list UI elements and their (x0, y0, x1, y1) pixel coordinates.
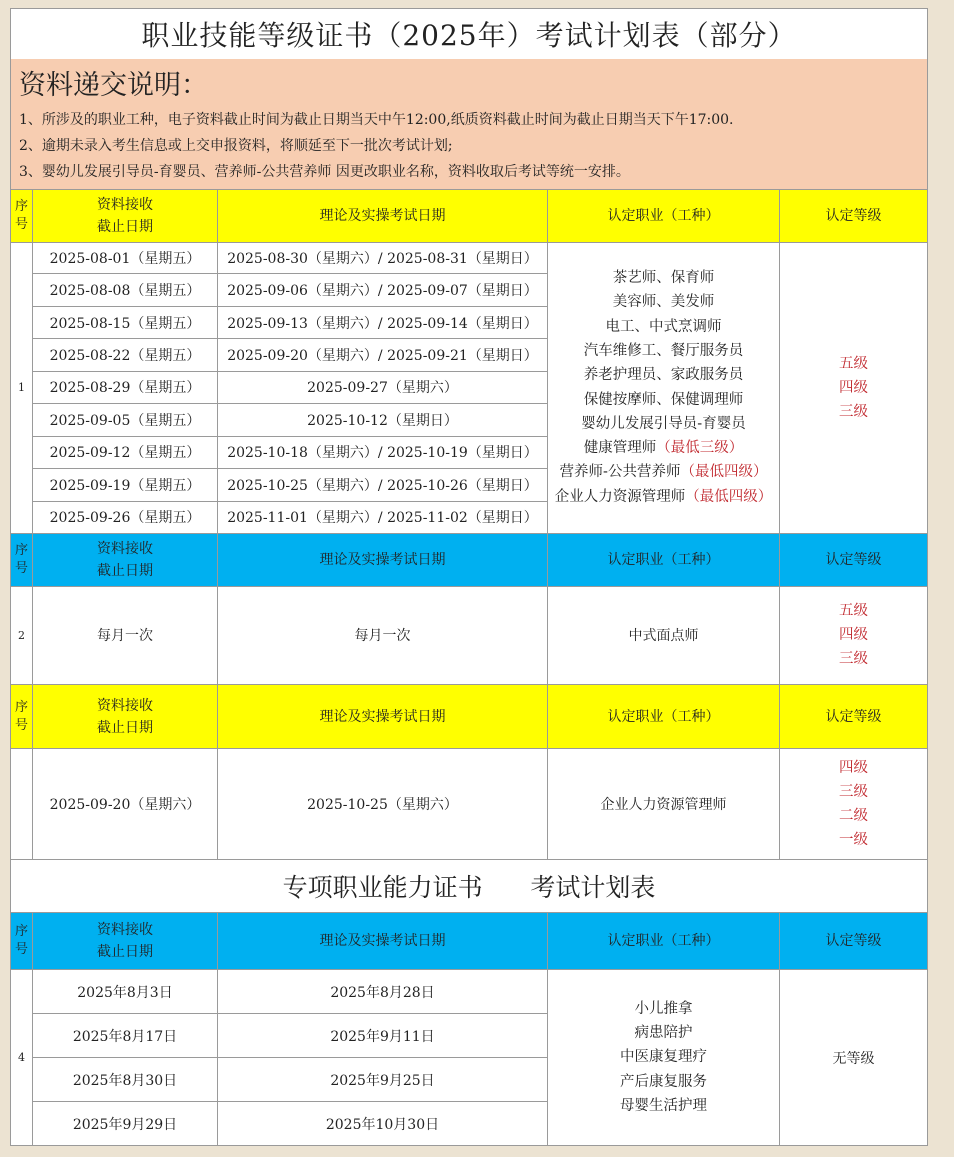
exam-schedule-sheet (10, 8, 928, 1146)
note-line: 3、婴幼儿发展引导员-育婴员、营养师-公共营养师 因更改职业名称，资料收取后考试等统一安排。 (19, 164, 630, 180)
occupation-item (613, 290, 715, 314)
exam-date: 2025-09-20（星期六）/ 2025-09-21（星期日） (218, 339, 547, 371)
header-exam-date: 理论及实操考试日期 (218, 534, 548, 586)
occupation-item (560, 460, 768, 484)
deadline-date: 2025-08-15（星期五） (33, 307, 217, 339)
header-seq: 序 号 (11, 685, 33, 748)
notes-heading: 资料递交说明： (19, 70, 208, 101)
section-seq: 2 (11, 586, 33, 684)
occupation-name: 美容师、美发师 (612, 294, 715, 311)
exam-date-column (218, 970, 548, 1145)
level-cell (780, 242, 927, 533)
header-seq: 序 号 (11, 190, 33, 242)
occupation-item: 病患陪护 (634, 1025, 693, 1042)
table-header (11, 913, 927, 970)
level-item: 二级 (839, 808, 868, 824)
section-seq: 1 (11, 242, 33, 533)
occupation-name: 企业人力资源管理师 (554, 488, 686, 505)
deadline-date: 2025-08-08（星期五） (33, 274, 217, 306)
level-item: 四级 (839, 379, 868, 396)
header-occupation: 认定职业（工种） (548, 534, 780, 586)
exam-date: 2025-08-30（星期六）/ 2025-08-31（星期日） (218, 242, 547, 274)
level-cell: 无等级 (832, 1050, 875, 1067)
header-seq: 序 号 (11, 913, 33, 969)
header-level: 认定等级 (825, 708, 882, 725)
deadline-column (33, 242, 218, 533)
level-list (839, 352, 868, 424)
occupation-min-level: （最低四级） (680, 464, 768, 481)
exam-date: 2025-09-06（星期六）/ 2025-09-07（星期日） (218, 274, 547, 306)
exam-date: 2025-09-27（星期六） (218, 372, 547, 404)
table-header (11, 190, 927, 243)
deadline-date: 2025-08-29（星期五） (33, 372, 217, 404)
occupation-name: 营养师-公共营养师 (559, 464, 681, 481)
header-deadline: 资料接收 截止日期 (33, 913, 218, 969)
section-2 (11, 586, 927, 685)
level-list (839, 756, 868, 852)
deadline-date: 2025-09-12（星期五） (33, 437, 217, 469)
occupation-item (584, 436, 744, 460)
header-deadline: 资料接收 截止日期 (33, 534, 218, 586)
occupation-name: 保健按摩师、保健调理师 (583, 391, 744, 408)
section-4 (11, 970, 927, 1145)
level-item: 三级 (839, 784, 868, 800)
occupation-cell: 企业人力资源管理师 (548, 749, 780, 859)
header-level: 认定等级 (825, 933, 882, 949)
exam-date-cell: 每月一次 (218, 586, 548, 684)
level-item: 五级 (839, 603, 868, 619)
deadline-date: 2025-09-26（星期五） (49, 510, 201, 527)
deadline-cell: 2025-09-20（星期六） (33, 749, 218, 859)
exam-date: 2025-09-13（星期六）/ 2025-09-14（星期日） (218, 307, 547, 339)
deadline-date: 2025-09-19（星期五） (33, 469, 217, 501)
occupation-cell (548, 242, 780, 533)
deadline-cell: 每月一次 (33, 586, 218, 684)
exam-date: 2025-10-18（星期六）/ 2025-10-19（星期日） (218, 437, 547, 469)
section-1 (11, 242, 927, 534)
deadline-date: 2025-08-22（星期五） (33, 339, 217, 371)
header-seq: 序 号 (11, 534, 33, 586)
exam-date-cell: 2025-10-25（星期六） (218, 749, 548, 859)
occupation-list (555, 266, 773, 509)
section-3 (11, 749, 927, 860)
occupation-item (584, 339, 744, 363)
header-exam-date: 理论及实操考试日期 (218, 913, 548, 969)
header-level: 认定等级 (825, 208, 882, 224)
deadline-date: 2025-08-01（星期五） (33, 242, 217, 274)
occupation-item (584, 388, 744, 412)
exam-date: 2025年9月11日 (218, 1014, 547, 1058)
header-occupation: 认定职业（工种） (548, 913, 780, 969)
page-title: 职业技能等级证书（2025年）考试计划表（部分） (11, 9, 927, 60)
occupation-min-level: （最低四级） (685, 488, 773, 505)
occupation-item (613, 266, 715, 290)
exam-date-column (218, 242, 548, 533)
level-list (839, 599, 868, 671)
header-exam-date: 理论及实操考试日期 (218, 685, 548, 748)
occupation-name: 健康管理师 (583, 440, 657, 457)
occupation-item: 中医康复理疗 (620, 1049, 707, 1066)
occupation-item (555, 485, 773, 509)
exam-date: 2025年8月28日 (218, 970, 547, 1014)
occupation-name: 养老护理员、家政服务员 (583, 367, 744, 384)
occupation-name: 汽车维修工、餐厅服务员 (583, 342, 744, 359)
level-cell (780, 586, 927, 684)
deadline-column (33, 970, 218, 1145)
header-deadline: 资料接收 截止日期 (33, 190, 218, 242)
header-deadline: 资料接收 截止日期 (33, 685, 218, 748)
table-header (11, 534, 927, 587)
header-level: 认定等级 (825, 552, 882, 568)
occupation-item: 母婴生活护理 (620, 1097, 707, 1114)
level-item: 四级 (839, 760, 868, 776)
note-line: 2、逾期未录入考生信息或上交申报资料，将顺延至下一批次考试计划; (19, 138, 453, 154)
occupation-item (606, 315, 722, 339)
level-item: 三级 (839, 651, 868, 667)
level-item: 四级 (839, 627, 868, 643)
exam-date: 2025-10-25（星期六）/ 2025-10-26（星期日） (218, 469, 547, 501)
occupation-cell (548, 970, 780, 1145)
level-item: 一级 (839, 832, 868, 848)
occupation-cell: 中式面点师 (548, 586, 780, 684)
exam-date: 2025-10-12（星期日） (218, 404, 547, 436)
exam-date: 2025年9月25日 (218, 1058, 547, 1102)
occupation-item (584, 363, 744, 387)
section-subtitle: 专项职业能力证书 考试计划表 (11, 860, 927, 913)
occupation-name: 电工、中式烹调师 (605, 318, 722, 335)
occupation-item (581, 412, 745, 436)
occupation-item: 产后康复服务 (620, 1073, 707, 1090)
occupation-list (620, 997, 707, 1118)
table-header (11, 685, 927, 749)
occupation-min-level: （最低三级） (656, 440, 744, 457)
level-item: 三级 (839, 403, 868, 420)
section-seq (11, 749, 33, 859)
occupation-name: 茶艺师、保育师 (612, 270, 715, 287)
header-exam-date: 理论及实操考试日期 (218, 190, 548, 242)
deadline-date: 2025年8月30日 (33, 1058, 217, 1102)
exam-date: 2025年10月30日 (325, 1116, 440, 1133)
exam-date: 2025-11-01（星期六）/ 2025-11-02（星期日） (227, 510, 538, 527)
level-item: 五级 (839, 355, 868, 372)
header-occupation: 认定职业（工种） (548, 190, 780, 242)
deadline-date: 2025-09-05（星期五） (33, 404, 217, 436)
header-occupation: 认定职业（工种） (548, 685, 780, 748)
submission-notes (11, 59, 927, 190)
level-cell (780, 749, 927, 859)
deadline-date: 2025年8月3日 (33, 970, 217, 1014)
section-seq: 4 (11, 970, 33, 1145)
occupation-name: 婴幼儿发展引导员-育婴员 (581, 415, 746, 432)
occupation-item: 小儿推拿 (634, 1000, 693, 1017)
note-line: 1、所涉及的职业工种，电子资料截止时间为截止日期当天中午12:00,纸质资料截止时间为截止日期当天下午17:00. (19, 112, 734, 128)
deadline-date: 2025年9月29日 (72, 1116, 178, 1133)
deadline-date: 2025年8月17日 (33, 1014, 217, 1058)
